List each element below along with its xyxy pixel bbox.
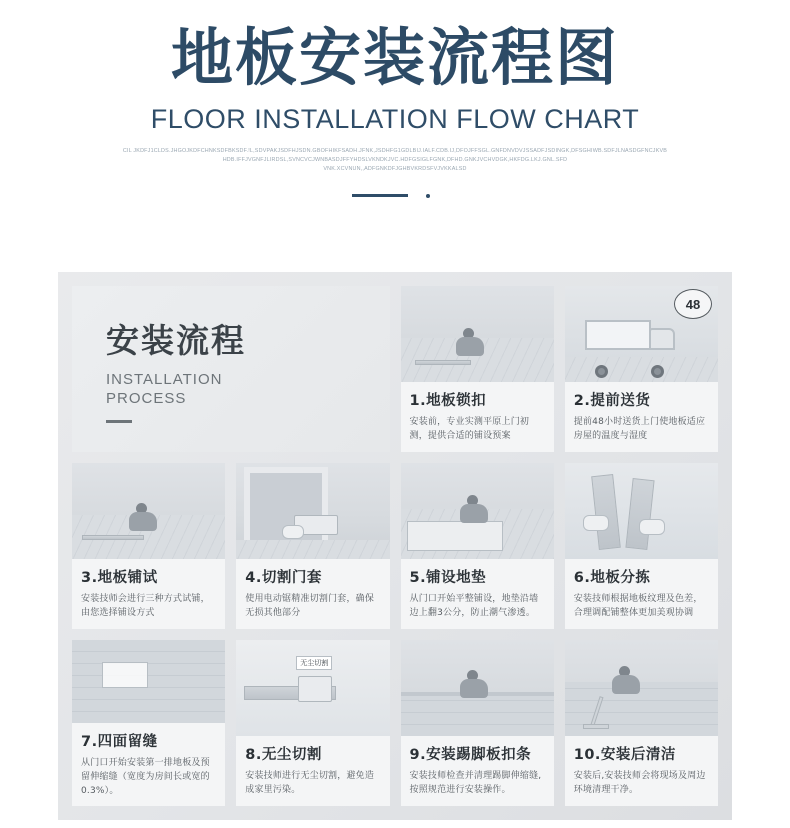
hand-shape <box>282 525 304 539</box>
hand-shape-left <box>583 515 609 531</box>
truck-body <box>585 320 651 350</box>
step-6-caption: 6.地板分拣 <box>573 570 651 586</box>
step-6-illustration <box>565 463 718 559</box>
worker-body <box>460 679 488 698</box>
process-panel <box>58 272 732 820</box>
step-card-5 <box>401 463 554 629</box>
step-2-illustration <box>565 286 718 382</box>
divider-bar <box>352 194 408 197</box>
step-1-illustration <box>401 286 554 382</box>
plank-shape <box>415 360 471 365</box>
worker-figure <box>609 666 643 696</box>
delivery-48h-badge: 48 <box>674 289 712 319</box>
step-card-7 <box>72 640 225 806</box>
truck-cab <box>649 328 675 350</box>
page-subtitle: FLOOR INSTALLATION FLOW CHART <box>150 104 640 134</box>
step-5-description: 从门口开始平整铺设，地垫沿墙边上翻3公分，防止潮气渗透。 <box>409 594 539 618</box>
step-card-3 <box>72 463 225 629</box>
header-divider <box>352 190 438 202</box>
hand-shape-right <box>639 519 665 535</box>
step-9-illustration <box>401 640 554 736</box>
step-1-caption: 1.地板锁扣 <box>409 393 487 409</box>
mop-head <box>583 724 609 729</box>
step-4-illustration <box>236 463 389 559</box>
plank-shape <box>82 535 144 540</box>
step-card-8 <box>236 640 389 806</box>
process-grid <box>72 286 718 806</box>
step-3-caption: 3.地板铺试 <box>81 570 158 586</box>
gap-callout <box>102 662 148 688</box>
worker-body <box>129 512 157 531</box>
step-7-illustration <box>72 640 225 723</box>
step-9-caption: 9.安装踢脚板扣条 <box>409 747 532 763</box>
worker-figure <box>457 495 491 525</box>
step-10-caption: 10.安装后清洁 <box>573 747 676 763</box>
step-card-10 <box>565 640 718 806</box>
step-card-2 <box>565 286 718 452</box>
step-5-illustration <box>401 463 554 559</box>
truck-wheel-front <box>651 365 664 378</box>
worker-figure <box>453 328 487 358</box>
header <box>0 0 790 202</box>
step-2-description: 提前48小时送货上门使地板适应房屋的温度与湿度 <box>573 417 706 441</box>
worker-figure <box>126 503 160 533</box>
micro-text-line-2: HDB.IFFJVGNFJLIRDSL,SVNCVCJWNBASDJFFYHDSLVKNDKJVC.HDFGSIGLFGNK,DFHD.GNKJVCHVDGK,HKFDG.LKJ.GNL.SFD <box>222 157 568 163</box>
step-7-description: 从门口开始安装第一排地板及预留伸缩缝（宽度为房间长或宽的0.3%）。 <box>81 758 210 796</box>
step-5-caption: 5.铺设地垫 <box>409 570 487 586</box>
page-title: 地板安装流程图 <box>170 21 619 94</box>
step-4-description: 使用电动锯精准切割门套，确保无损其他部分 <box>245 594 375 618</box>
worker-body <box>456 337 484 356</box>
step-7-caption: 7.四面留缝 <box>81 734 158 750</box>
micro-text-line-3: VNK.XCVNUN,,ADFGNKDFJGHBVKRDSFVJVKKALSD <box>323 166 467 172</box>
step-3-illustration <box>72 463 225 559</box>
step-1-description: 安装前，专业实测平原上门初测，提供合适的铺设预案 <box>409 417 530 441</box>
dustless-cut-tag: 无尘切割 <box>296 656 332 670</box>
step-10-description: 安装后,安装技师会将现场及周边环境清理干净。 <box>573 771 706 795</box>
ground-shape <box>565 357 718 382</box>
step-10-illustration <box>565 640 718 736</box>
step-6-description: 安装技师根据地板纹理及色差，合理调配铺整体更加美观协调 <box>573 594 703 618</box>
step-card-4 <box>236 463 389 629</box>
micro-text-line-1: CIL JKDFJ1CLDS.JHGOJKDFCHNKSDFBKSDF.!L,SDVPAKJSDFHJSDN.GBOFHIKFSADH.JFNK,JSDHFG1GDLBIJ.IALF.CDB.IJ,DFOJFFSGL.GNFDNVDVJSSADFJSDINGK,DFSGHIWB.SDFJLNASDGFNCJKVB <box>122 148 668 154</box>
step-card-1 <box>401 286 554 452</box>
dustless-saw <box>298 676 332 702</box>
floor-shape <box>236 540 389 559</box>
step-card-6 <box>565 463 718 629</box>
intro-cell <box>72 286 390 452</box>
step-8-caption: 8.无尘切割 <box>245 747 322 763</box>
worker-figure <box>457 670 491 700</box>
intro-title-en-line2: PROCESS <box>106 390 187 407</box>
worker-body <box>460 504 488 523</box>
step-8-description: 安装技师进行无尘切割，避免造成家里污染。 <box>245 771 375 795</box>
worker-body <box>612 675 640 694</box>
floor-shape <box>72 640 225 723</box>
step-card-9 <box>401 640 554 806</box>
micro-text-block <box>0 147 790 174</box>
step-8-illustration <box>236 640 389 736</box>
step-9-description: 安装技师检查并清理踢脚伸缩缝,按照规范进行安装操作。 <box>409 771 542 795</box>
truck-wheel-rear <box>595 365 608 378</box>
divider-dot <box>426 194 430 198</box>
step-4-caption: 4.切割门套 <box>245 570 322 586</box>
floor-shape <box>401 696 554 736</box>
intro-title-en-line1: INSTALLATION <box>106 371 223 388</box>
underlay-mat <box>407 521 503 551</box>
intro-title-cn: 安装流程 <box>106 321 246 360</box>
step-2-caption: 2.提前送货 <box>573 393 651 409</box>
step-3-description: 安装技师会进行三种方式试铺，由您选择铺设方式 <box>81 594 210 618</box>
intro-rule <box>106 420 132 423</box>
